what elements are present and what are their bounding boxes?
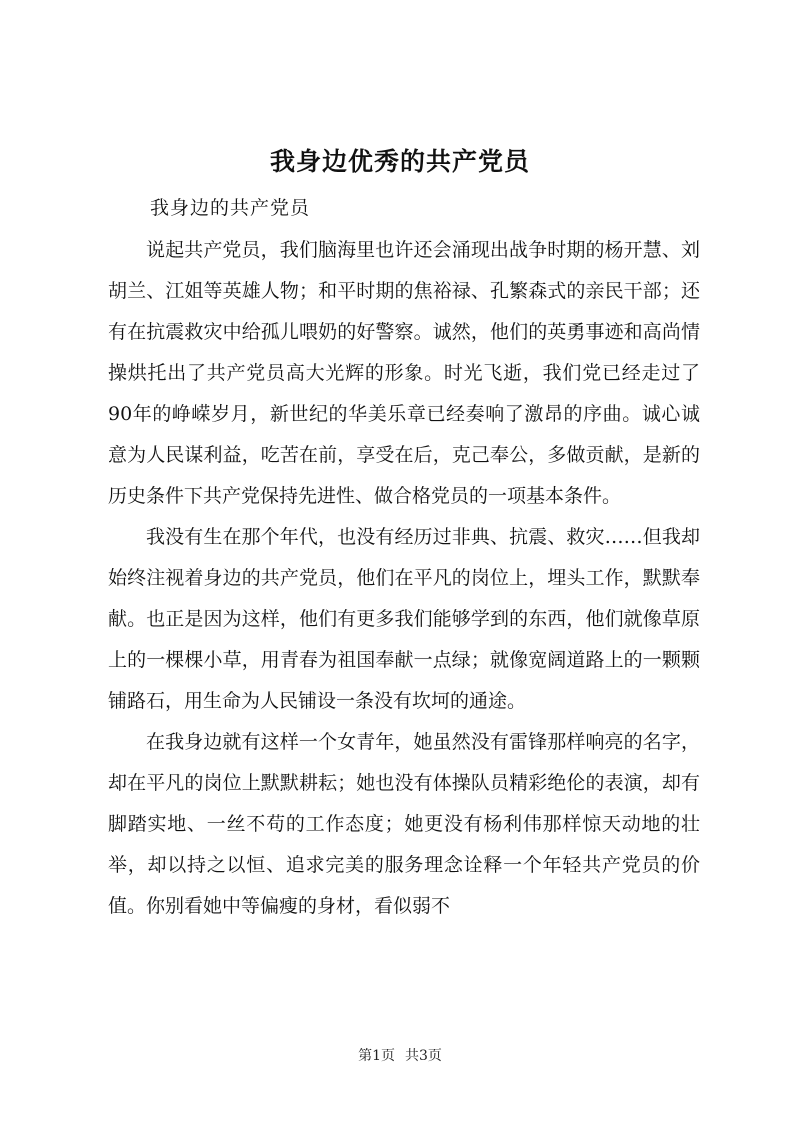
paragraph-2: 我没有生在那个年代，也没有经历过非典、抗震、救灾……但我却始终注视着身边的共产党员，他们在平凡的岗位上，埋头工作，默默奉献。也正是因为这样，他们有更多我们能够学到的东西，他们就像草原上的一棵棵小草，用青春为祖国奉献一点绿；就像宽阔道路上的一颗颗铺路石，用生命为人民铺设一条没有坎坷的通途。 [108,526,700,712]
paragraph-1: 说起共产党员，我们脑海里也许还会涌现出战争时期的杨开慧、刘胡兰、江姐等英雄人物；和平时期的焦裕禄、孔繁森式的亲民干部；还有在抗震救灾中给孤儿喂奶的好警察。诚然，他们的英勇事迹和高尚情操烘托出了共产党员高大光辉的形象。时光飞逝，我们党已经走过了90年的峥嵘岁月，新世纪的华美乐章已经奏响了激昂的序曲。诚心诚意为人民谋利益，吃苦在前，享受在后，克己奉公，多做贡献，是新的历史条件下共产党保持先进性、做合格党员的一项基本条件。 [108,239,700,507]
page-number-total: 共3页 [405,1048,442,1064]
paragraph-3: 在我身边就有这样一个女青年，她虽然没有雷锋那样响亮的名字，却在平凡的岗位上默默耕耘；她也没有体操队员精彩绝伦的表演，却有脚踏实地、一丝不苟的工作态度；她更没有杨利伟那样惊天动地的壮举，却以持之以恒、追求完美的服务理念诠释一个年轻共产党员的价值。你别看她中等偏瘦的身材，看似弱不 [108,731,700,917]
document-subtitle: 我身边的共产党员 [150,197,311,219]
page-footer [0,1046,800,1066]
document-body [108,230,700,927]
document-title: 我身边优秀的共产党员 [269,147,530,176]
page-number-current: 第1页 [358,1048,395,1064]
